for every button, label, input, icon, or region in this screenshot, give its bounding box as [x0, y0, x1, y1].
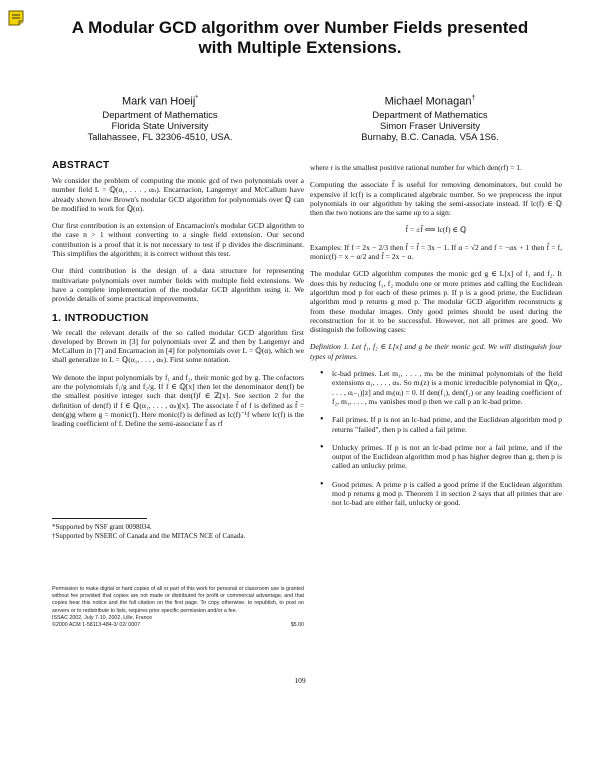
author-mark: * — [195, 95, 199, 102]
author-dept: Department of Mathematics — [102, 108, 218, 120]
author-address: Tallahassee, FL 32306-4510, USA. — [87, 130, 233, 142]
right-paragraph-3: The modular GCD algorithm computes the monic gcd g ∈ L[x] of f₁ and f₂. It does this by reducing f₁, f₂ modulo one or more primes and calling the Euclidean algorithm mod p for each of these primes p. If p is a good prime, the Euclidean algorithm mod p returns g mod p. The modular GCD algorithm reconstructs g from these modular images. Only good primes should be used during the reconstruction for it to be successful. However, not all primes are good. We distinguish the following cases: — [310, 269, 562, 335]
examples-paragraph: Examples: If f = 2x − 2/3 then f̌ = f̃ = 3x − 1. If α = √2 and f = −αx + 1 then f̌ = f, monic(f) = x − α/2 and f̃ = 2x − α. — [310, 242, 562, 262]
footnote-2: †Supported by NSERC of Canada and the MITACS NCE of Canada. — [52, 531, 246, 540]
author-dept: Department of Mathematics — [372, 108, 488, 120]
footnote-1: *Supported by NSF grant 0098034. — [52, 523, 152, 531]
abstract-paragraph-3: Our third contribution is the design of a data structure for representing multivariate polynomials over number fields with multiple field extensions. We have a complete implementation of the modular GCD algorithm using it. We provide details of some practical improvements. — [52, 266, 304, 304]
prime-cases-list — [310, 369, 562, 508]
left-column — [52, 160, 304, 437]
price: $5.00 — [290, 622, 304, 629]
intro-paragraph-1: We recall the relevant details of the so called modular GCD algorithm first developed by Brown in [3] for polynomials over ℤ and then by Langemyr and McCallum in [7] and Encarnacion in [4] for polynomials over L = ℚ(α), which we shall generalize to L = ℚ(α₁, . . . , αₙ). First some notation. — [52, 327, 304, 365]
title-line-1: A Modular GCD algorithm over Number Fields presented — [71, 18, 529, 37]
list-item: • Fail primes. If p is not an lc-bad prime, and the Euclidean algorithm mod p returns "failed", then p is called a fail prime. — [332, 415, 562, 434]
abstract-paragraph-2: Our first contribution is an extension of Encarnacion's modular GCD algorithm to the case n > 1 without converting to a single field extension. Our second contribution is a proof that it is not necessary to test if p divides the discriminant. This simplifies the algorithm; it is correct without this test. — [52, 221, 304, 259]
intro-paragraph-2: We denote the input polynomials by f₁ and f₂, their monic gcd by g. The cofactors are the polynomials f₁/g and f₂/g. If f ∈ ℚ[x] then let the denominator den(f) be the smallest positive integer such that den(f)f ∈ ℤ[x]. See section 2 for the definition of den(f) if f ∈ ℚ(α₁, . . . , αₙ)[x]. The associate f̃ of f is defined as f̃ = den(g)g where g = monic(f). Here monic(f) is defined as lc(f)⁻¹f where lc(f) is the leading coefficient of f. Define the semi-associate f̌ as rf — [52, 372, 304, 429]
author-name: Mark van Hoeij — [121, 95, 196, 108]
author-name: Michael Monagan — [384, 95, 472, 108]
footnotes — [52, 518, 304, 540]
abstract-paragraph-1: We consider the problem of computing the monic gcd of two polynomials over a number field L = ℚ(α₁, . . . , αₙ). Encarnacion, Langemyr and McCallum have already shown how Brown's modular GCD algorithm for polynomials over ℚ can be modified to work for ℚ(α). — [52, 176, 304, 213]
copyright-line — [52, 622, 304, 629]
list-item: • lc-bad primes. Let m₁, . . . , mₙ be the minimal polynomials of the field extensions α₁, . . . , αₙ. So mᵢ(z) is a monic irreducible polynomial in ℚ(α₁, . . . , αᵢ₋₁)[z] and mᵢ(αᵢ) = 0. If den(f₁), den(f₂) or any leading coefficient of f₂, m₁, . . . , mₙ vanishes mod p then we call p an lc-bad prime. — [332, 369, 562, 406]
author-mark: † — [471, 95, 476, 102]
sticky-note-icon[interactable] — [8, 10, 24, 26]
copyright-text: ©2000 ACM 1-58113-484-3/ 02/ 0007 — [52, 622, 141, 629]
author-address: Burnaby, B.C. Canada. V5A 1S6. — [361, 130, 499, 142]
list-item: • Good primes. A prime p is called a good prime if the Euclidean algorithm mod p returns g mod p. Theorem 1 in section 2 says that all primes that are not lc-bad are either fail, unlucky or good. — [332, 480, 562, 508]
author-univ: Simon Fraser University — [379, 119, 481, 131]
equation: f̌ = ±f̃ ⟺ lc(f) ∈ ℚ — [405, 225, 467, 235]
author-block-2 — [320, 92, 540, 142]
definition-1: Definition 1. Let f₁, f₂ ∈ L[x] and g be their monic gcd. We will distinguish four types of primes. — [310, 342, 562, 361]
right-paragraph-2: Computing the associate f̃ is useful for removing denominators, but could be expensive if lc(f) is a complicated algebraic number. So we preprocess the input polynomials in our algorithm by taking the semi-associate instead. If lc(f) ∈ ℚ then the two notions are the same up to a sign: — [310, 180, 562, 218]
introduction-heading: 1. INTRODUCTION — [52, 311, 149, 324]
abstract-heading: ABSTRACT — [52, 160, 110, 171]
title-line-2: with Multiple Extensions. — [198, 38, 402, 57]
author-univ: Florida State University — [111, 119, 209, 131]
author-block-1 — [60, 92, 260, 142]
paper-title — [40, 18, 560, 58]
venue-line: ISSAC 2002, July 7-10, 2002, Lille, France — [52, 614, 153, 621]
footnote-rule — [52, 518, 147, 519]
list-item: • Unlucky primes. If p is not an lc-bad prime nor a fail prime, and if the output of the Euclidean algorithm mod p has higher degree than g, then p is called an unlucky prime. — [332, 443, 562, 471]
permission-text: Permission to make digital or hard copies of all or part of this work for personal or classroom use is granted without fee provided that copies are not made or distributed for profit or commercial advantage, and that copies bear this notice and the full citation on the first page. To copy otherwise, to republish, to post on servers or to redistribute to lists, requires prior specific permission and/or a fee. — [52, 586, 304, 614]
right-paragraph-1: where r is the smallest positive rational number for which den(rf) = 1. — [310, 163, 522, 172]
permission-block — [52, 586, 304, 629]
page-number: 109 — [294, 676, 306, 685]
right-column — [310, 163, 562, 517]
